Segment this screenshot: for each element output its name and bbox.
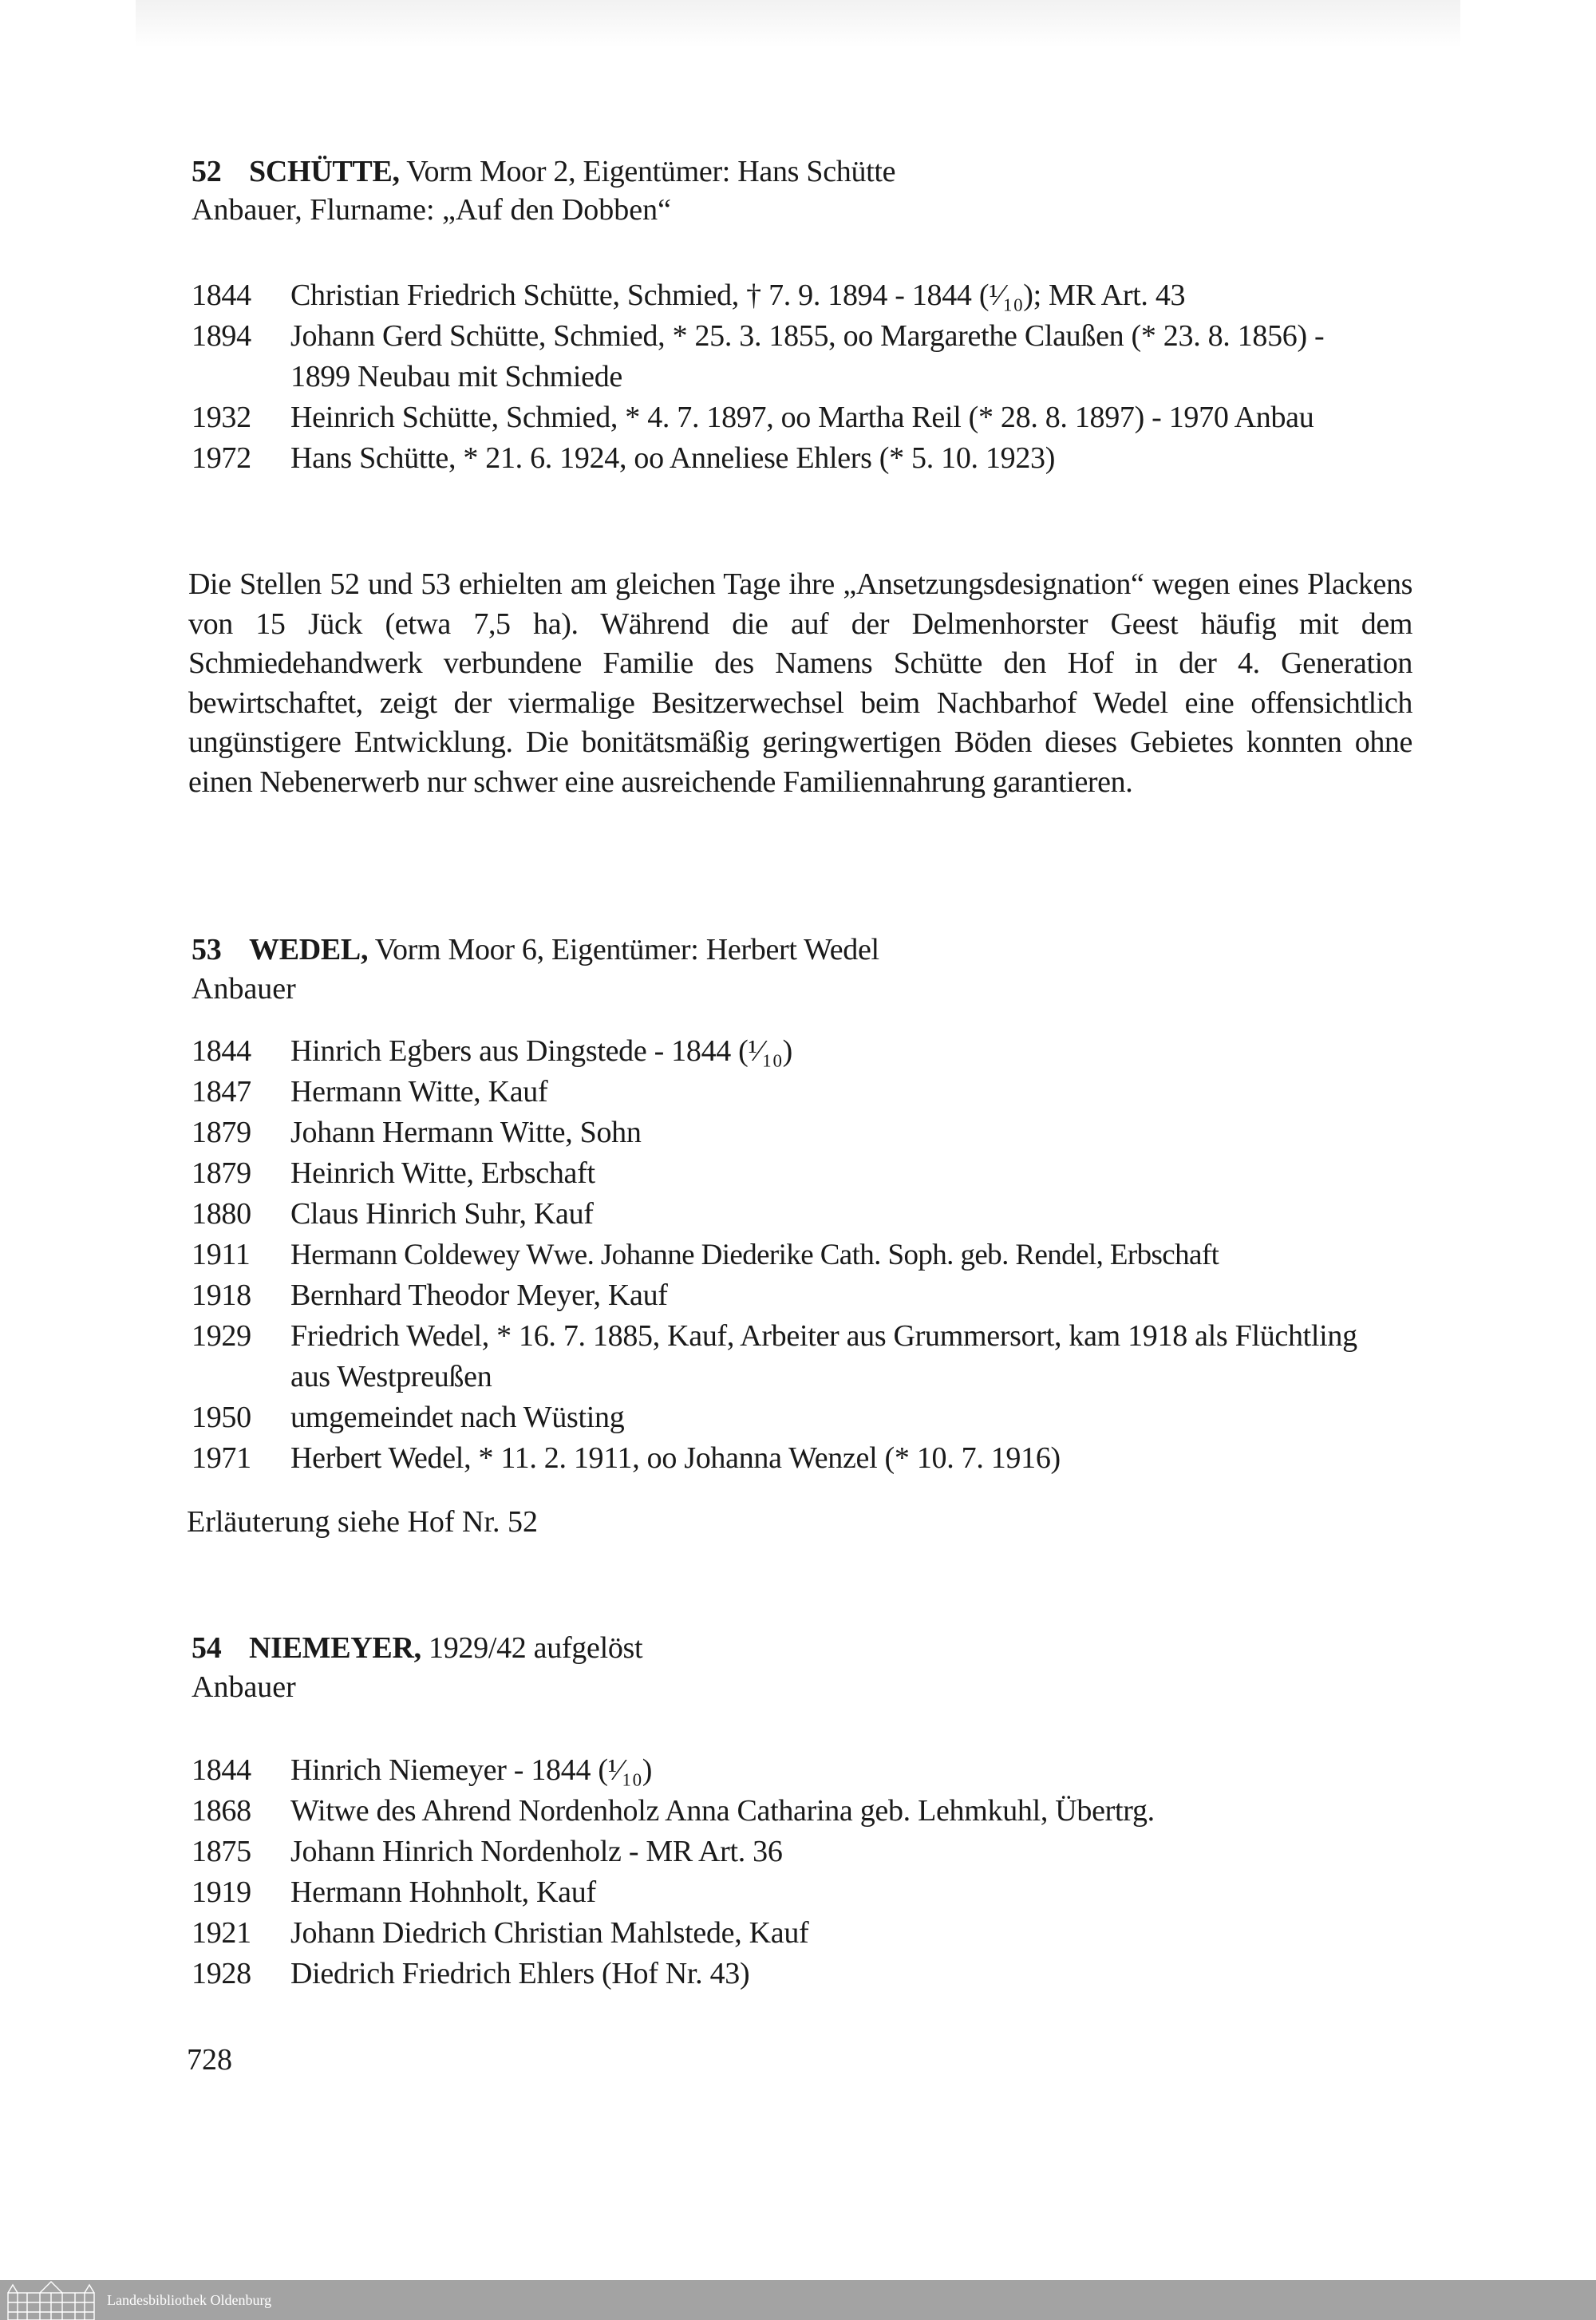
entry-text: Heinrich Schütte, Schmied, * 4. 7. 1897, oo Martha Reil (* 28. 8. 1897) - 1970 Anbau xyxy=(290,401,1314,434)
entry-year: 1875 xyxy=(192,1835,251,1868)
entry-text: Claus Hinrich Suhr, Kauf xyxy=(290,1197,594,1231)
list-item xyxy=(192,1791,1412,1832)
entry-year: 1972 xyxy=(192,441,251,475)
owner-list-54 xyxy=(192,1750,1412,1994)
entry-year: 1880 xyxy=(192,1197,251,1231)
entry-text: Witwe des Ahrend Nordenholz Anna Catharina geb. Lehmkuhl, Übertrg. xyxy=(290,1794,1155,1828)
scan-shadow xyxy=(136,0,1460,48)
list-item xyxy=(192,1113,1412,1153)
heading-details: Vorm Moor 2, Eigentümer: Hans Schütte xyxy=(399,155,896,188)
entry-year: 1879 xyxy=(192,1156,251,1190)
library-building-icon xyxy=(3,2280,99,2320)
owner-list-53 xyxy=(192,1031,1412,1479)
entry-year: 1921 xyxy=(192,1916,251,1950)
entry-text: Johann Hinrich Nordenholz - MR Art. 36 xyxy=(290,1835,783,1868)
list-item xyxy=(192,1235,1412,1275)
entry-text: Herbert Wedel, * 11. 2. 1911, oo Johanna Wenzel (* 10. 7. 1916) xyxy=(290,1441,1061,1475)
list-item xyxy=(192,1275,1412,1316)
entry-text: Johann Hermann Witte, Sohn xyxy=(290,1116,642,1149)
farm-name: NIEMEYER, xyxy=(249,1631,421,1665)
entry-text: Diedrich Friedrich Ehlers (Hof Nr. 43) xyxy=(290,1957,750,1990)
list-item xyxy=(192,1153,1412,1194)
list-item xyxy=(192,1872,1412,1913)
entry-year: 1929 xyxy=(192,1319,251,1353)
heading-details: 1929/42 aufgelöst xyxy=(421,1631,643,1665)
entry-text: Friedrich Wedel, * 16. 7. 1885, Kauf, Arbeiter aus Grummersort, kam 1918 als Flüchtling aus Westpreußen xyxy=(290,1319,1357,1393)
list-item xyxy=(192,1832,1412,1872)
entry-year: 1932 xyxy=(192,401,251,434)
entry-year: 1844 xyxy=(192,1034,251,1068)
list-item xyxy=(192,1031,1412,1072)
entry-text: Johann Gerd Schütte, Schmied, * 25. 3. 1855, oo Margarethe Claußen (* 23. 8. 1856) - 1899 Neubau mit Schmiede xyxy=(290,319,1325,393)
entry-year: 1950 xyxy=(192,1401,251,1434)
entry-text: Hinrich Niemeyer - 1844 (¹⁄₁₀) xyxy=(290,1753,653,1787)
library-name: Landesbibliothek Oldenburg xyxy=(107,2291,272,2308)
section-number: 54 xyxy=(192,1631,222,1665)
entry-text: Hinrich Egbers aus Dingstede - 1844 (¹⁄₁₀) xyxy=(290,1034,792,1068)
list-item xyxy=(192,438,1412,479)
entry-year: 1928 xyxy=(192,1957,251,1990)
section-heading-52 xyxy=(192,152,895,192)
entry-year: 1847 xyxy=(192,1075,251,1109)
section-subline-53: Anbauer xyxy=(192,972,296,1006)
entry-year: 1971 xyxy=(192,1441,251,1475)
entry-text: Hermann Witte, Kauf xyxy=(290,1075,548,1109)
entry-year: 1918 xyxy=(192,1279,251,1312)
section-heading-53 xyxy=(192,930,879,970)
library-footer-bar xyxy=(0,2280,1596,2320)
section-number: 52 xyxy=(192,155,222,188)
entry-year: 1844 xyxy=(192,1753,251,1787)
entry-year: 1868 xyxy=(192,1794,251,1828)
cross-reference-note: Erläuterung siehe Hof Nr. 52 xyxy=(187,1505,539,1539)
entry-text: umgemeindet nach Wüsting xyxy=(290,1401,625,1434)
section-number: 53 xyxy=(192,933,222,966)
farm-name: WEDEL, xyxy=(249,933,369,966)
section-subline-54: Anbauer xyxy=(192,1670,296,1704)
list-item xyxy=(192,1913,1412,1954)
entry-text: Hermann Coldewey Wwe. Johanne Diederike Cath. Soph. geb. Rendel, Erbschaft xyxy=(290,1239,1219,1271)
explanation-paragraph: Die Stellen 52 und 53 erhielten am gleichen Tage ihre „Ansetzungsdesignation“ wegen eines Plackens von 15 Jück (etwa 7,5 ha). Während die auf der Delmenhorster Geest häufig mit dem Schmiedehandwerk verbundene Familie des Namens Schütte den Hof in der 4. Generation bewirtschaftet, zeigt der viermalige Besitzerwechsel beim Nachbarhof Wedel eine offensichtlich ungünstigere Entwicklung. Die bonitätsmäßig geringwertigen Böden dieses Gebietes konnten ohne einen Nebenerwerb nur schwer eine ausreichende Familiennahrung garantieren. xyxy=(188,567,1412,799)
entry-year: 1844 xyxy=(192,279,251,312)
list-item xyxy=(192,397,1412,438)
entry-text: Heinrich Witte, Erbschaft xyxy=(290,1156,595,1190)
page-number: 728 xyxy=(187,2043,232,2077)
entry-year: 1911 xyxy=(192,1238,251,1271)
list-item xyxy=(192,1316,1412,1397)
list-item xyxy=(192,1397,1412,1438)
list-item xyxy=(192,1954,1412,1994)
entry-text: Hermann Hohnholt, Kauf xyxy=(290,1875,596,1909)
list-item xyxy=(192,316,1412,397)
entry-text: Johann Diedrich Christian Mahlstede, Kauf xyxy=(290,1916,809,1950)
entry-year: 1919 xyxy=(192,1875,251,1909)
list-item xyxy=(192,1750,1412,1791)
entry-text: Christian Friedrich Schütte, Schmied, † 7. 9. 1894 - 1844 (¹⁄₁₀); MR Art. 43 xyxy=(290,279,1186,312)
entry-year: 1894 xyxy=(192,319,251,353)
section-heading-54 xyxy=(192,1628,642,1668)
farm-name: SCHÜTTE, xyxy=(249,155,400,188)
list-item xyxy=(192,275,1412,316)
entry-text: Hans Schütte, * 21. 6. 1924, oo Anneliese Ehlers (* 5. 10. 1923) xyxy=(290,441,1056,475)
entry-year: 1879 xyxy=(192,1116,251,1149)
heading-details: Vorm Moor 6, Eigentümer: Herbert Wedel xyxy=(368,933,879,966)
list-item xyxy=(192,1072,1412,1113)
list-item xyxy=(192,1194,1412,1235)
section-subline-52: Anbauer, Flurname: „Auf den Dobben“ xyxy=(192,193,672,227)
owner-list-52 xyxy=(192,275,1412,479)
list-item xyxy=(192,1438,1412,1479)
entry-text: Bernhard Theodor Meyer, Kauf xyxy=(290,1279,668,1312)
